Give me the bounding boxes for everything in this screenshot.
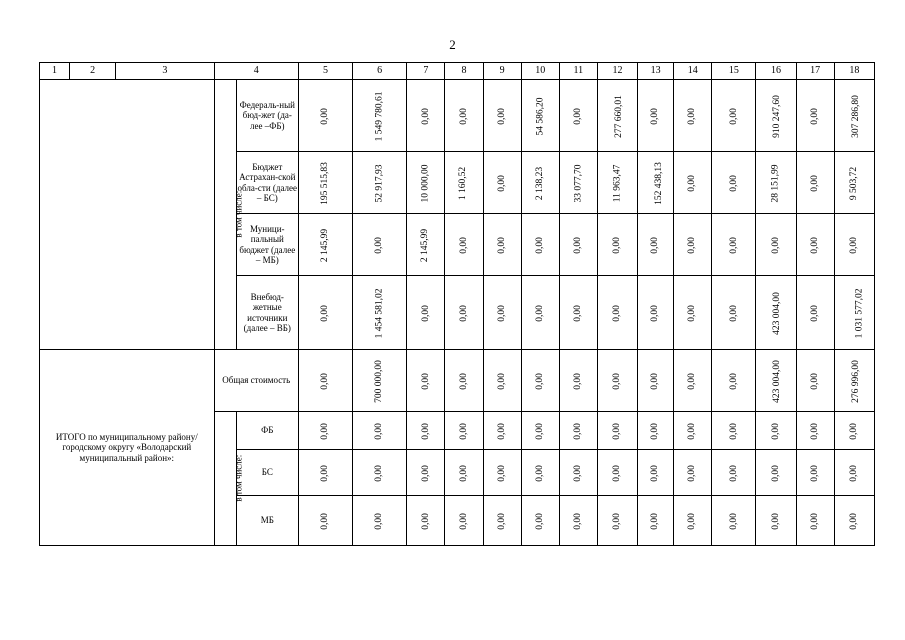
value-cell <box>559 152 597 214</box>
value-cell <box>445 450 483 496</box>
header-cell: 4 <box>214 63 298 80</box>
budget-table <box>39 62 875 546</box>
value-cell <box>559 450 597 496</box>
blank-block-cell <box>40 80 215 350</box>
header-cell: 6 <box>353 63 407 80</box>
value-cell <box>756 350 796 412</box>
value-text: 0,00 <box>687 304 698 322</box>
value-cell <box>483 412 521 450</box>
value-text: 0,00 <box>496 107 507 125</box>
header-cell: 17 <box>796 63 834 80</box>
value-cell <box>834 276 874 350</box>
value-text: 0,00 <box>770 464 781 482</box>
value-cell <box>559 214 597 276</box>
value-text: 0,00 <box>728 174 739 192</box>
value-text: 0,00 <box>572 236 583 254</box>
value-text: 276 996,00 <box>850 359 861 403</box>
value-cell <box>674 496 712 546</box>
value-cell <box>834 80 874 152</box>
value-text: 2 145,99 <box>320 228 331 262</box>
value-cell <box>834 496 874 546</box>
value-text: 0,00 <box>728 512 739 530</box>
value-cell <box>445 412 483 450</box>
value-cell <box>559 80 597 152</box>
value-text: 0,00 <box>572 512 583 530</box>
value-cell <box>712 450 756 496</box>
value-text: 0,00 <box>687 107 698 125</box>
value-cell <box>834 214 874 276</box>
value-cell <box>407 450 445 496</box>
value-text: 0,00 <box>320 372 331 390</box>
value-cell <box>298 412 352 450</box>
value-cell <box>834 350 874 412</box>
value-cell <box>353 214 407 276</box>
value-text: 1 549 780,61 <box>374 91 385 141</box>
value-cell <box>756 496 796 546</box>
value-text: 0,00 <box>611 304 622 322</box>
value-cell <box>353 350 407 412</box>
header-cell: 12 <box>597 63 637 80</box>
value-text: 1 160,52 <box>458 166 469 200</box>
value-cell <box>521 152 559 214</box>
value-cell <box>638 496 674 546</box>
value-cell <box>559 412 597 450</box>
value-cell <box>796 80 834 152</box>
value-cell <box>674 152 712 214</box>
value-cell <box>521 450 559 496</box>
value-cell <box>298 450 352 496</box>
header-cell: 11 <box>559 63 597 80</box>
value-cell <box>796 214 834 276</box>
value-text: 0,00 <box>848 464 859 482</box>
value-text: 152 438,13 <box>653 161 664 205</box>
value-text: 0,00 <box>728 304 739 322</box>
value-cell <box>834 412 874 450</box>
header-cell: 5 <box>298 63 352 80</box>
value-text: 0,00 <box>320 512 331 530</box>
value-cell <box>674 412 712 450</box>
sub-source-label: МБ <box>236 496 298 546</box>
value-cell <box>638 80 674 152</box>
value-text: 0,00 <box>496 236 507 254</box>
value-cell <box>674 350 712 412</box>
value-cell <box>521 214 559 276</box>
value-text: 0,00 <box>809 372 820 390</box>
value-text: 0,00 <box>809 174 820 192</box>
value-cell <box>638 350 674 412</box>
value-cell <box>407 152 445 214</box>
value-text: 0,00 <box>650 422 661 440</box>
value-text: 0,00 <box>687 422 698 440</box>
source-label: Муници-пальный бюджет (далее – МБ) <box>236 214 298 276</box>
value-text: 1 031 577,02 <box>854 288 865 338</box>
value-cell <box>756 80 796 152</box>
value-cell <box>597 152 637 214</box>
header-row <box>40 63 875 80</box>
value-cell <box>483 496 521 546</box>
value-cell <box>521 412 559 450</box>
value-text: 0,00 <box>496 174 507 192</box>
header-cell: 9 <box>483 63 521 80</box>
value-cell <box>298 276 352 350</box>
value-cell <box>298 350 352 412</box>
value-text: 0,00 <box>320 107 331 125</box>
value-text: 0,00 <box>374 236 385 254</box>
value-text: 0,00 <box>374 512 385 530</box>
value-text: 52 917,93 <box>374 163 385 202</box>
header-cell: 18 <box>834 63 874 80</box>
value-cell <box>674 80 712 152</box>
value-text: 0,00 <box>848 422 859 440</box>
value-text: 307 286,80 <box>850 94 861 138</box>
value-text: 0,00 <box>809 107 820 125</box>
value-cell <box>756 412 796 450</box>
value-text: 0,00 <box>687 236 698 254</box>
value-cell <box>445 276 483 350</box>
value-text: 0,00 <box>572 464 583 482</box>
value-text: 195 515,83 <box>320 161 331 205</box>
total-cost-label: Общая стоимость <box>214 350 298 412</box>
value-text: 0,00 <box>611 236 622 254</box>
value-text: 9 503,72 <box>848 166 859 200</box>
value-cell <box>298 152 352 214</box>
value-text: 0,00 <box>728 464 739 482</box>
value-text: 0,00 <box>534 512 545 530</box>
value-text: 0,00 <box>572 107 583 125</box>
value-cell <box>638 152 674 214</box>
value-text: 0,00 <box>848 236 859 254</box>
value-text: 0,00 <box>572 372 583 390</box>
value-text: 0,00 <box>611 372 622 390</box>
value-text: 0,00 <box>650 512 661 530</box>
value-cell <box>483 80 521 152</box>
value-cell <box>638 412 674 450</box>
value-text: 0,00 <box>374 422 385 440</box>
header-cell: 1 <box>40 63 70 80</box>
value-cell <box>597 496 637 546</box>
value-cell <box>407 80 445 152</box>
value-cell <box>712 496 756 546</box>
value-text: 0,00 <box>420 464 431 482</box>
value-cell <box>796 496 834 546</box>
value-cell <box>597 276 637 350</box>
value-text: 0,00 <box>728 236 739 254</box>
value-text: 2 145,99 <box>420 228 431 262</box>
value-cell <box>712 214 756 276</box>
header-cell: 3 <box>116 63 214 80</box>
value-text: 0,00 <box>534 372 545 390</box>
value-cell <box>597 350 637 412</box>
value-text: 0,00 <box>458 512 469 530</box>
value-text: 0,00 <box>611 464 622 482</box>
value-text: 0,00 <box>420 422 431 440</box>
value-text: 0,00 <box>458 304 469 322</box>
value-cell <box>559 496 597 546</box>
value-cell <box>521 276 559 350</box>
value-cell <box>353 80 407 152</box>
value-text: 54 586,20 <box>535 96 546 135</box>
value-cell <box>407 350 445 412</box>
value-text: 0,00 <box>728 372 739 390</box>
value-cell <box>796 152 834 214</box>
value-text: 910 247,60 <box>772 94 783 138</box>
value-cell <box>597 450 637 496</box>
value-cell <box>353 450 407 496</box>
value-cell <box>298 496 352 546</box>
value-cell <box>445 152 483 214</box>
value-text: 0,00 <box>572 422 583 440</box>
value-text: 0,00 <box>496 464 507 482</box>
value-text: 0,00 <box>650 372 661 390</box>
value-cell <box>756 450 796 496</box>
value-text: 0,00 <box>809 464 820 482</box>
value-text: 0,00 <box>572 304 583 322</box>
header-cell: 16 <box>756 63 796 80</box>
value-cell <box>597 214 637 276</box>
value-cell <box>638 450 674 496</box>
value-text: 0,00 <box>458 464 469 482</box>
value-text: 11 963,47 <box>611 164 622 202</box>
header-cell: 15 <box>712 63 756 80</box>
value-text: 277 660,01 <box>613 94 624 138</box>
value-cell <box>834 450 874 496</box>
sub-source-label: БС <box>236 450 298 496</box>
value-text: 0,00 <box>420 107 431 125</box>
value-text: 0,00 <box>534 304 545 322</box>
value-cell <box>353 152 407 214</box>
value-text: 0,00 <box>458 372 469 390</box>
value-text: 0,00 <box>320 304 331 322</box>
value-cell <box>756 152 796 214</box>
source-row <box>40 80 875 152</box>
in-total-label: в том числе: <box>232 455 243 502</box>
value-text: 28 151,99 <box>770 163 781 202</box>
value-cell <box>407 496 445 546</box>
value-text: 1 454 581,02 <box>374 288 385 338</box>
value-cell <box>597 412 637 450</box>
value-cell <box>638 276 674 350</box>
value-cell <box>559 350 597 412</box>
value-text: 0,00 <box>809 422 820 440</box>
in-total-cell <box>214 80 243 350</box>
value-text: 0,00 <box>728 422 739 440</box>
sub-source-label: ФБ <box>236 412 298 450</box>
value-text: 0,00 <box>458 107 469 125</box>
value-text: 0,00 <box>374 464 385 482</box>
value-cell <box>559 276 597 350</box>
value-text: 33 077,70 <box>573 163 584 202</box>
value-cell <box>796 276 834 350</box>
value-cell <box>298 80 352 152</box>
source-label: Бюджет Астрахан-ской обла-сти (далее – БС) <box>236 152 298 214</box>
value-text: 0,00 <box>534 422 545 440</box>
header-cell: 13 <box>638 63 674 80</box>
value-text: 0,00 <box>496 512 507 530</box>
value-cell <box>483 450 521 496</box>
value-cell <box>483 276 521 350</box>
value-cell <box>597 80 637 152</box>
value-text: 0,00 <box>420 304 431 322</box>
value-text: 0,00 <box>320 464 331 482</box>
value-cell <box>298 214 352 276</box>
value-cell <box>521 80 559 152</box>
value-cell <box>483 152 521 214</box>
value-cell <box>353 496 407 546</box>
value-text: 423 004,00 <box>772 291 783 335</box>
header-cell: 8 <box>445 63 483 80</box>
header-cell: 10 <box>521 63 559 80</box>
in-total-cell <box>214 412 243 546</box>
value-text: 0,00 <box>650 304 661 322</box>
page-number: 2 <box>449 37 456 52</box>
value-cell <box>712 350 756 412</box>
value-text: 0,00 <box>687 512 698 530</box>
source-label: Внебюд-жетные источники (далее – ВБ) <box>236 276 298 350</box>
value-cell <box>407 276 445 350</box>
value-text: 0,00 <box>770 512 781 530</box>
value-text: 0,00 <box>650 464 661 482</box>
value-text: 0,00 <box>458 422 469 440</box>
source-label: Федераль-ный бюд-жет (да-лее –ФБ) <box>236 80 298 152</box>
value-text: 0,00 <box>728 107 739 125</box>
value-cell <box>796 350 834 412</box>
value-cell <box>834 152 874 214</box>
value-cell <box>638 214 674 276</box>
value-cell <box>445 80 483 152</box>
value-cell <box>712 412 756 450</box>
value-cell <box>521 350 559 412</box>
value-text: 0,00 <box>420 372 431 390</box>
header-cell: 14 <box>674 63 712 80</box>
value-text: 0,00 <box>687 464 698 482</box>
value-text: 0,00 <box>650 236 661 254</box>
value-cell <box>712 80 756 152</box>
value-cell <box>407 412 445 450</box>
value-text: 0,00 <box>458 236 469 254</box>
value-text: 10 000,00 <box>420 163 431 202</box>
value-text: 0,00 <box>496 422 507 440</box>
value-cell <box>353 412 407 450</box>
value-cell <box>407 214 445 276</box>
total-cost-row <box>40 350 875 412</box>
header-cell: 7 <box>407 63 445 80</box>
value-text: 0,00 <box>809 236 820 254</box>
value-text: 0,00 <box>770 236 781 254</box>
in-total-label: в том числе: <box>232 191 243 238</box>
value-text: 0,00 <box>320 422 331 440</box>
value-text: 0,00 <box>611 422 622 440</box>
value-cell <box>712 276 756 350</box>
value-cell <box>674 450 712 496</box>
value-cell <box>445 350 483 412</box>
value-text: 0,00 <box>650 107 661 125</box>
value-text: 0,00 <box>534 464 545 482</box>
value-text: 0,00 <box>420 512 431 530</box>
value-text: 0,00 <box>848 512 859 530</box>
value-cell <box>796 412 834 450</box>
value-text: 0,00 <box>809 512 820 530</box>
value-text: 0,00 <box>770 422 781 440</box>
value-text: 0,00 <box>687 174 698 192</box>
value-text: 0,00 <box>496 304 507 322</box>
value-text: 0,00 <box>611 512 622 530</box>
value-cell <box>712 152 756 214</box>
value-text: 423 004,00 <box>772 359 783 403</box>
value-cell <box>756 276 796 350</box>
value-cell <box>445 214 483 276</box>
value-text: 2 138,23 <box>534 166 545 200</box>
value-text: 700 000,00 <box>374 359 385 403</box>
value-text: 0,00 <box>809 304 820 322</box>
value-cell <box>756 214 796 276</box>
value-cell <box>483 214 521 276</box>
value-cell <box>674 214 712 276</box>
header-cell: 2 <box>70 63 116 80</box>
value-cell <box>445 496 483 546</box>
value-cell <box>483 350 521 412</box>
total-title: ИТОГО по муниципальному району/ городскому округу «Володарский муниципальный район»: <box>40 350 215 546</box>
value-cell <box>674 276 712 350</box>
value-cell <box>353 276 407 350</box>
value-text: 0,00 <box>534 236 545 254</box>
value-text: 0,00 <box>496 372 507 390</box>
value-cell <box>521 496 559 546</box>
value-text: 0,00 <box>687 372 698 390</box>
value-cell <box>796 450 834 496</box>
